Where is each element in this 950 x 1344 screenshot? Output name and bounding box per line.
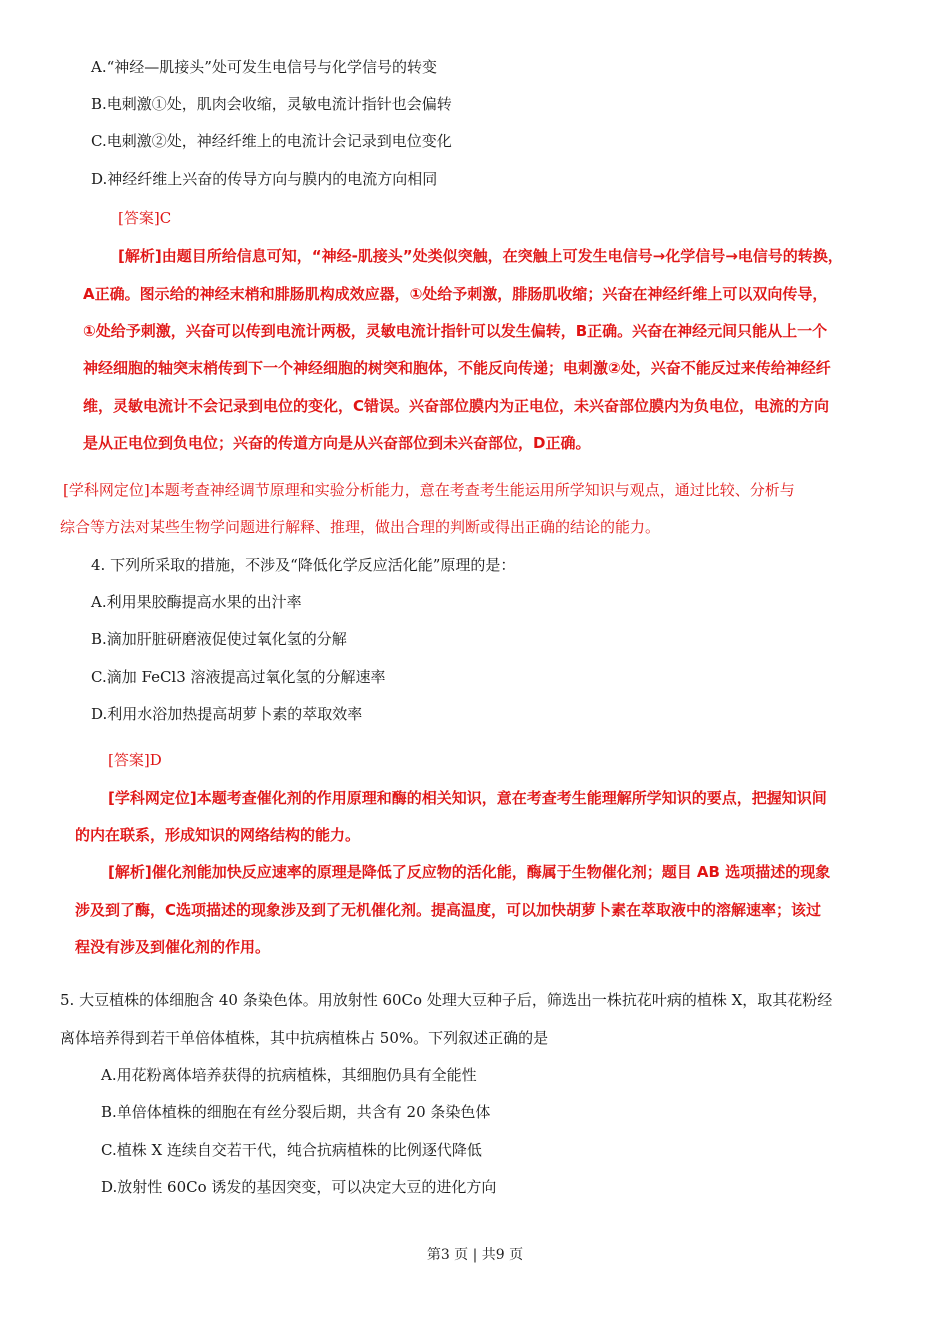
q5-stem-line-1: 5. 大豆植株的体细胞含 40 条染色体。用放射性 60Co 处理大豆种子后，筛选出一株抗花叶病的植株 X，取其花粉经 [60,991,833,1009]
q3-option-b: B.电刺激①处，肌肉会收缩，灵敏电流计指针也会偏转 [91,95,452,113]
q3-option-c: C.电刺激②处，神经纤维上的电流计会记录到电位变化 [91,132,452,150]
q3-option-d: D.神经纤维上兴奋的传导方向与膜内的电流方向相同 [91,170,438,188]
q5-option-b: B.单倍体植株的细胞在有丝分裂后期，共含有 20 条染色体 [101,1103,491,1121]
q4-option-b: B.滴加肝脏研磨液促使过氧化氢的分解 [91,630,347,648]
q5-option-d: D.放射性 60Co 诱发的基因突变，可以决定大豆的进化方向 [101,1178,497,1196]
q3-analysis-line-4: 神经细胞的轴突末梢传到下一个神经细胞的树突和胞体，不能反向传递；电刺激②处，兴奋不能反过来传给神经纤 [83,359,831,377]
q3-positioning-line-1: [学科网定位]本题考查神经调节原理和实验分析能力，意在考查考生能运用所学知识与观点，通过比较、分析与 [63,481,795,499]
q3-answer: [答案]C [118,209,172,227]
q3-analysis-line-6: 是从正电位到负电位；兴奋的传道方向是从兴奋部位到未兴奋部位，D正确。 [83,434,591,452]
q4-answer: [答案]D [108,751,162,769]
q5-option-a: A.用花粉离体培养获得的抗病植株，其细胞仍具有全能性 [101,1066,477,1084]
q3-analysis-line-3: ①处给予刺激，兴奋可以传到电流计两极，灵敏电流计指针可以发生偏转，B正确。兴奋在神经元间只能从上一个 [83,322,828,340]
q3-analysis-line-2: A正确。图示给的神经末梢和腓肠肌构成效应器，①处给予刺激，腓肠肌收缩；兴奋在神经纤维上可以双向传导， [83,285,828,303]
q3-positioning-line-2: 综合等方法对某些生物学问题进行解释、推理，做出合理的判断或得出正确的结论的能力。 [60,518,661,536]
q4-stem: 4. 下列所采取的措施，不涉及“降低化学反应活化能”原理的是： [91,556,516,574]
q4-analysis-line-3: 程没有涉及到催化剂的作用。 [75,938,271,956]
q3-analysis-line-1: [解析]由题目所给信息可知，“神经-肌接头”处类似突触，在突触上可发生电信号→化学信号→电信号的转换， [118,247,843,265]
q5-stem-line-2: 离体培养得到若干单倍体植株，其中抗病植株占 50%。下列叙述正确的是 [60,1029,549,1047]
q4-option-c: C.滴加 FeCl3 溶液提高过氧化氢的分解速率 [91,668,386,686]
q4-analysis-line-2: 涉及到了酶，C选项描述的现象涉及到了无机催化剂。提高温度，可以加快胡萝卜素在萃取液中的溶解速率；该过 [75,901,822,919]
page-footer: 第3 页 | 共9 页 [426,1247,524,1263]
q4-positioning-line-1: [学科网定位]本题考查催化剂的作用原理和酶的相关知识，意在考查考生能理解所学知识的要点，把握知识间 [108,789,827,807]
q5-option-c: C.植株 X 连续自交若干代，纯合抗病植株的比例逐代降低 [101,1141,482,1159]
q4-analysis-line-1: [解析]催化剂能加快反应速率的原理是降低了反应物的活化能，酶属于生物催化剂；题目 AB 选项描述的现象 [108,863,831,881]
q3-option-a: A.“神经—肌接头”处可发生电信号与化学信号的转变 [91,58,437,76]
q4-option-a: A.利用果胶酶提高水果的出汁率 [91,593,302,611]
q4-option-d: D.利用水浴加热提高胡萝卜素的萃取效率 [91,705,363,723]
q4-positioning-line-2: 的内在联系，形成知识的网络结构的能力。 [75,826,361,844]
q3-analysis-line-5: 维，灵敏电流计不会记录到电位的变化，C错误。兴奋部位膜内为正电位，未兴奋部位膜内为负电位，电流的方向 [83,397,830,415]
